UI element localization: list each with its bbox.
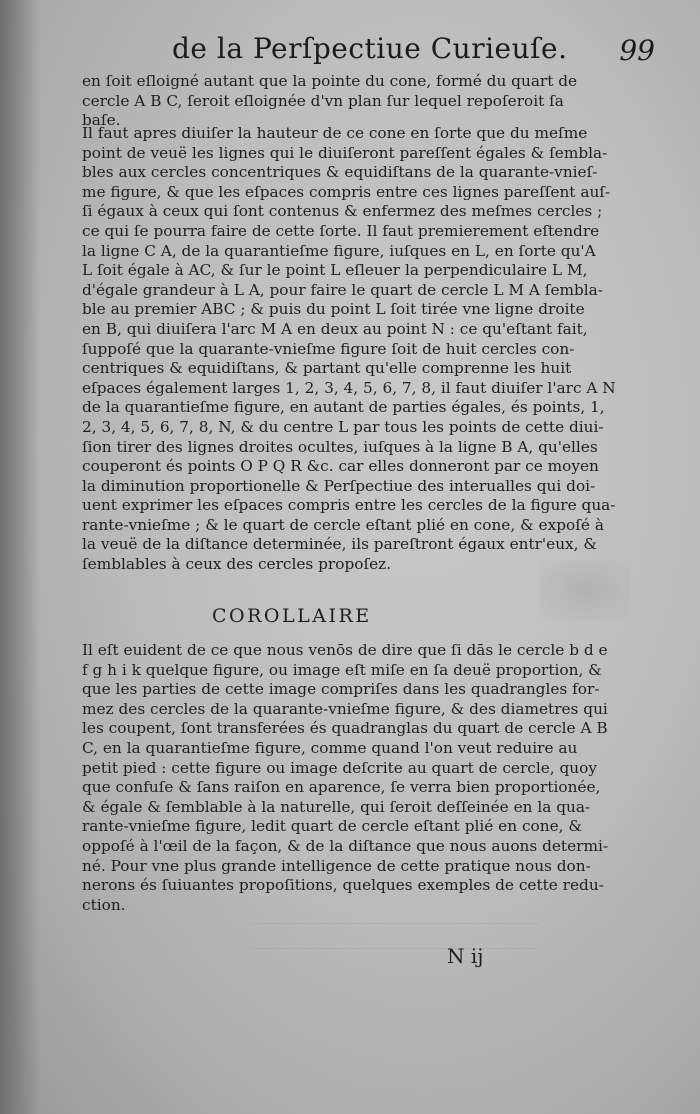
text-line: rante-vnieſme ; & le quart de cercle eſtant plié en cone, & expoſé à xyxy=(82,515,604,534)
text-line: rante-vnieſme figure, ledit quart de cercle eſtant plié en cone, & xyxy=(82,817,582,836)
text-line: en B, qui diuiſera l'arc M A en deux au point N : ce qu'eſtant fait, xyxy=(82,319,588,338)
running-title: de la Perſpectiue Curieuſe. xyxy=(172,32,568,65)
binding-shadow xyxy=(0,0,40,1114)
text-line: que les parties de cette image compriſes dans les quadrangles for- xyxy=(82,680,600,699)
text-line: les coupent, ſont transferées és quadranglas du quart de cercle A B xyxy=(82,719,608,738)
text-line: en ſoit eſloigné autant que la pointe du cone, formé du quart de xyxy=(82,72,578,90)
text-line: eſpaces également larges 1, 2, 3, 4, 5, 6, 7, 8, il faut diuiſer l'arc A N xyxy=(82,378,616,397)
text-line: ſuppoſé que la quarante-vnieſme figure ſoit de huit cercles con- xyxy=(82,339,575,358)
text-line: baſe. xyxy=(82,111,121,130)
text-line: point de veuë les lignes qui le diuiſeront pareſſent égales & ſembla- xyxy=(82,143,608,162)
text-line: de la quarantieſme figure, en autant de parties égales, és points, 1, xyxy=(82,398,605,417)
text-line: Il eſt euident de ce que nous venōs de dire que ſi dās le cercle b d e xyxy=(82,641,608,659)
paragraph-continuation xyxy=(82,72,578,131)
text-line: & égale & ſemblable à la naturelle, qui ſeroit deſſeinée en la qua- xyxy=(82,797,591,816)
text-line: f g h i k quelque figure, ou image eſt miſe en ſa deuë proportion, & xyxy=(82,660,602,679)
page-header xyxy=(160,28,655,68)
text-line: la ligne C A, de la quarantieſme figure, iuſques en L, en ſorte qu'A xyxy=(82,241,596,260)
text-line: ble au premier ABC ; & puis du point L ſoit tirée vne ligne droite xyxy=(82,300,585,319)
text-line: Il faut apres diuiſer la hauteur de ce cone en ſorte que du meſme xyxy=(82,124,588,142)
page-number: 99 xyxy=(619,34,655,67)
text-line: la diminution proportionelle & Perſpectiue des interualles qui doi- xyxy=(82,476,596,495)
text-line: mez des cercles de la quarante-vnieſme figure, & des diametres qui xyxy=(82,699,608,718)
section-heading: COROLLAIRE xyxy=(212,605,372,627)
text-line: me figure, & que les eſpaces compris entre ces lignes pareſſent auſ- xyxy=(82,182,611,201)
text-line: nerons és ſuiuantes propoſitions, quelques exemples de cette redu- xyxy=(82,876,604,895)
paragraph-division-method xyxy=(82,124,616,575)
text-line: la veuë de la diſtance determinée, ils pareſtront égaux entr'eux, & xyxy=(82,535,598,554)
text-line: ce qui ſe pourra faire de cette ſorte. Il faut premierement eſtendre xyxy=(82,221,600,240)
text-line: L ſoit égale à AC, & ſur le point L eſleuer la perpendiculaire L M, xyxy=(82,261,588,280)
text-line: ſi égaux à ceux qui ſont contenus & enfermez des meſmes cercles ; xyxy=(82,202,603,221)
show-through-text xyxy=(250,923,540,949)
signature-mark: N ij xyxy=(447,944,484,968)
text-line: ſion tirer des lignes droites ocultes, iuſques à la ligne B A, qu'elles xyxy=(82,437,598,456)
text-line: ction. xyxy=(82,895,126,914)
paragraph-corollary xyxy=(82,641,609,915)
text-line: ſemblables à ceux des cercles propoſez. xyxy=(82,555,392,574)
text-line: petit pied : cette figure ou image deſcrite au quart de cercle, quoy xyxy=(82,758,597,777)
text-line: que confuſe & ſans raiſon en aparence, ſe verra bien proportionée, xyxy=(82,778,601,797)
text-line: cercle A B C, ſeroit eſloignée d'vn plan ſur lequel repoſeroit ſa xyxy=(82,91,564,110)
text-line: centriques & equidiſtans, & partant qu'elle comprenne les huit xyxy=(82,359,572,378)
ink-bleed-mark xyxy=(540,560,630,620)
text-line: 2, 3, 4, 5, 6, 7, 8, N, & du centre L par tous les points de cette diui- xyxy=(82,417,604,436)
text-line: né. Pour vne plus grande intelligence de cette pratique nous don- xyxy=(82,856,591,875)
text-line: bles aux cercles concentriques & equidiſtans de la quarante-vnieſ- xyxy=(82,163,598,182)
text-line: couperont és points O P Q R &c. car elles donneront par ce moyen xyxy=(82,457,599,476)
text-line: d'égale grandeur à L A, pour faire le quart de cercle L M A ſembla- xyxy=(82,280,603,299)
text-line: uent exprimer les eſpaces compris entre les cercles de la figure qua- xyxy=(82,496,616,515)
text-line: C, en la quarantieſme figure, comme quand l'on veut reduire au xyxy=(82,738,578,757)
text-line: oppoſé à l'œil de la façon, & de la diſtance que nous auons determi- xyxy=(82,836,609,855)
